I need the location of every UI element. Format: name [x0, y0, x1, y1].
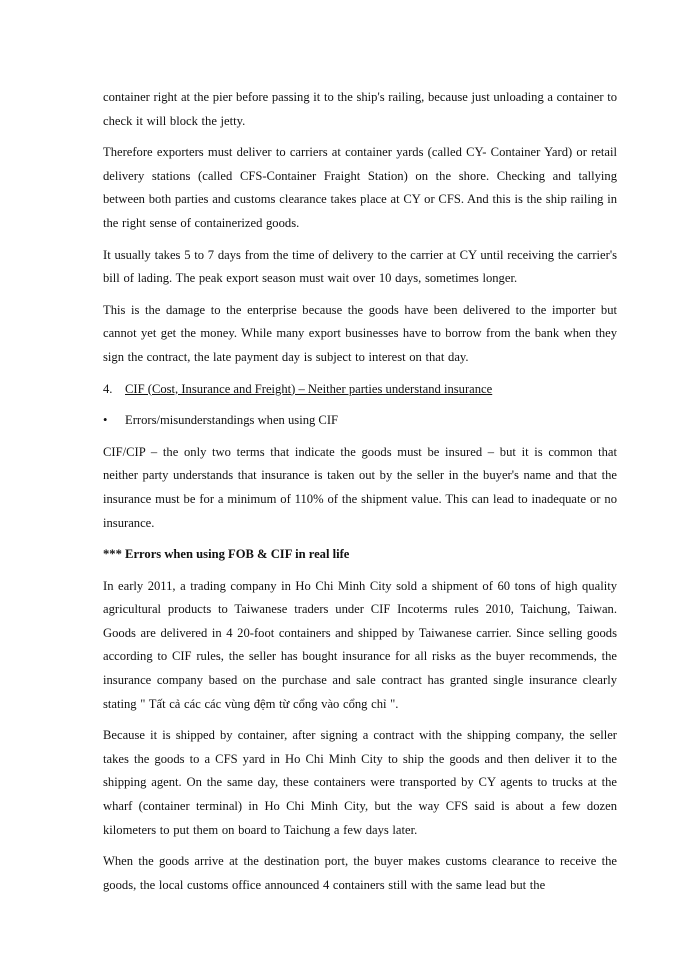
paragraph: Because it is shipped by container, after signing a contract with the shipping company, the seller takes the goods to a CFS yard in Ho Chi Minh City to ship the goods and then deliver it to the shipping agent. On the same day, these containers were transported by CY agents to trucks at the wharf (container terminal) in Ho Chi Minh City, but the way CFS said is about a few dozen kilometers to put them on board to Taichung a few days later.	[103, 728, 617, 837]
paragraph: It usually takes 5 to 7 days from the time of delivery to the carrier at CY until receiving the carrier's bill of lading. The peak export season must wait over 10 days, sometimes longer.	[103, 247, 617, 286]
section-number: 4.	[103, 381, 113, 396]
bullet-icon: •	[103, 413, 108, 428]
paragraph: CIF/CIP – the only two terms that indicate the goods must be insured – but it is common that neither party understands that insurance is taken out by the seller in the buyer's name and that the insurance must be for a minimum of 110% of the shipment value. This can lead to inadequate or no insurance.	[103, 444, 617, 530]
paragraph: container right at the pier before passing it to the ship's railing, because just unloading a container to check it will block the jetty.	[103, 90, 617, 128]
paragraph: Therefore exporters must deliver to carriers at container yards (called CY- Container Yard) or retail delivery stations (called CFS-Container Fraight Station) on the shore. Checking and tallying between both parties and customs clearance takes place at CY or CFS. And this is the ship railing in the right sense of containerized goods.	[103, 145, 617, 230]
paragraph: In early 2011, a trading company in Ho Chi Minh City sold a shipment of 60 tons of high quality agricultural products to Taiwanese traders under CIF Incoterms rules 2010, Taichung, Taiwan. Goods are delivered in 4 20-foot containers and shipped by Taiwanese carrier. Since selling goods according to CIF rules, the seller has bought insurance for all risks as the buyer recommends, the insurance company based on the purchase and sale contract has granted single insurance clearly stating " Tất cả các các vùng đệm từ cổng vào cổng chỉ ".	[103, 578, 617, 711]
section-title: CIF (Cost, Insurance and Freight) – Neither parties understand insurance	[125, 381, 493, 396]
section-4-heading	[103, 378, 617, 402]
case-heading: *** Errors when using FOB & CIF in real life	[103, 547, 350, 562]
bullet-item	[103, 409, 617, 433]
paragraph: When the goods arrive at the destination port, the buyer makes customs clearance to receive the goods, the local customs office announced 4 containers still with the same lead but the	[103, 854, 617, 892]
document-body	[103, 86, 617, 905]
paragraph: This is the damage to the enterprise because the goods have been delivered to the importer but cannot yet get the money. While many export businesses have to borrow from the bank when they sign the contract, the late payment day is subject to interest on that day.	[103, 302, 617, 364]
bullet-text: Errors/misunderstandings when using CIF	[125, 413, 339, 428]
